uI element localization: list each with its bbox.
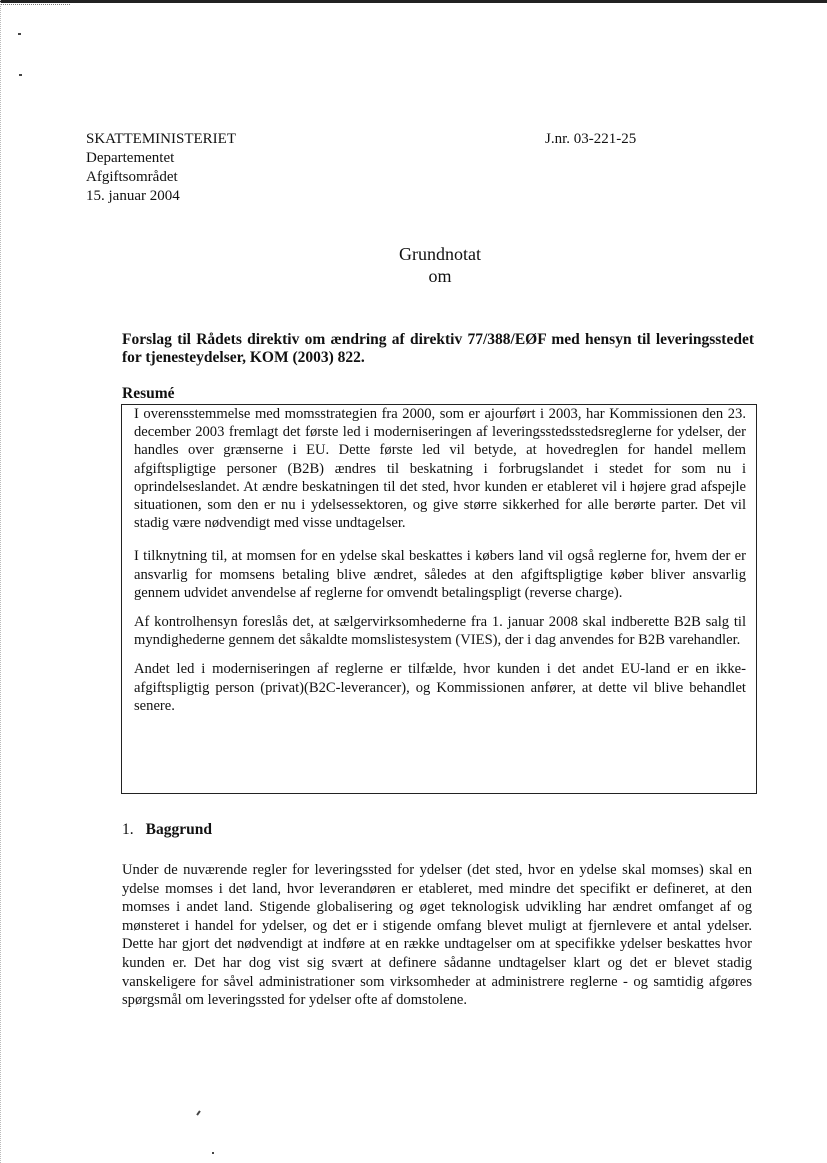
sender-area: Afgiftsområdet bbox=[86, 169, 178, 185]
resume-paragraph: Andet led i moderniseringen af reglerne er tilfælde, hvor kunden i det andet EU-land er en ikke-afgiftspligtig person (privat)(B2C-leverancer), og Kommissionen anfører, at dette vil blive behandlet senere. bbox=[134, 661, 746, 714]
resume-box bbox=[121, 404, 757, 794]
scan-speck bbox=[196, 1110, 201, 1115]
proposal-title: Forslag til Rådets direktiv om ændring af direktiv 77/388/EØF med hensyn til leveringsstedet for tjenesteydelser, KOM (2003) 822. bbox=[122, 331, 754, 366]
sender-block bbox=[86, 130, 236, 206]
sender-org: SKATTEMINISTERIET bbox=[86, 131, 236, 147]
scan-top-border bbox=[0, 0, 827, 3]
body-paragraph: Under de nuværende regler for leveringssted for ydelser (det sted, hvor en ydelse skal momses) skal en ydelse momses i det land, hvor leverandøren er etableret, med mindre det specifikt er defineret, at den momses i andet land. Stigende globalisering og øget teknologisk udvikling har ændret omfanget af og mønsteret i handel for ydelser, og det er i stigende omfang blevet muligt at fjernlevere et antal ydelser. Dette har gjort det nødvendigt at indføre at en række undtagelser om at specifikke ydelser beskattes hvor kunden er. Det har dog vist sig svært at definere sådanne undtagelser klart og det er blevet stadig vanskeligere for såvel administrationer som virksomheder at administrere reglerne - og samtidig afgøres spørgsmål om leveringssted for ydelser ofte af domstolene. bbox=[122, 862, 752, 1009]
resume-paragraph: Af kontrolhensyn foreslås det, at sælgervirksomhederne fra 1. januar 2008 skal indberette B2B salg til myndighederne gennem det såkaldte momslistesystem (VIES), der i dag anvendes for B2B varehandler. bbox=[134, 614, 746, 649]
scan-speck bbox=[212, 1152, 214, 1154]
resume-label: Resumé bbox=[122, 385, 175, 402]
resume-paragraph: I tilknytning til, at momsen for en ydelse skal beskattes i købers land vil også reglerne for, hvem der er ansvarlig for momsens betaling blive ændret, således at den afgiftspligtige køber bliver ansvarlig gennem udvidet anvendelse af reglerne for omvendt betalingspligt (reverse charge). bbox=[134, 548, 746, 601]
heading-line-2: om bbox=[428, 266, 452, 286]
scan-dotted-line bbox=[0, 4, 70, 6]
scan-left-edge bbox=[0, 0, 2, 1163]
sender-date: 15. januar 2004 bbox=[86, 188, 180, 204]
sender-dept: Departementet bbox=[86, 150, 175, 166]
heading-line-1: Grundnotat bbox=[399, 244, 481, 264]
scan-speck bbox=[18, 33, 21, 35]
section-number: 1. bbox=[122, 821, 134, 838]
section-body bbox=[122, 861, 752, 1010]
section-title: Baggrund bbox=[145, 821, 212, 838]
resume-paragraph: I overensstemmelse med momsstrategien fra 2000, som er ajourført i 2003, har Kommissionen den 23. december 2003 fremlagt det første led i moderniseringen af leveringsstedsstedsreglerne for ydelser, der handles over grænserne i EU. Dette første led vil betyde, at hovedreglen for handel mellem afgiftspligtige personer (B2B) ændres til beskatning i forbrugslandet i stedet for som nu i oprindelseslandet. At ændre beskatningen til det sted, hvor kunden er etableret vil i højere grad afspejle situationen, som den er nu i ydelsessektoren, og give større sikkerhed for alle berørte parter. Det vil stadig være nødvendigt med visse undtagelser. bbox=[134, 406, 746, 532]
scan-speck bbox=[19, 74, 22, 76]
journal-number: J.nr. 03-221-25 bbox=[545, 131, 637, 147]
section-heading bbox=[122, 821, 212, 839]
document-heading bbox=[300, 243, 580, 287]
